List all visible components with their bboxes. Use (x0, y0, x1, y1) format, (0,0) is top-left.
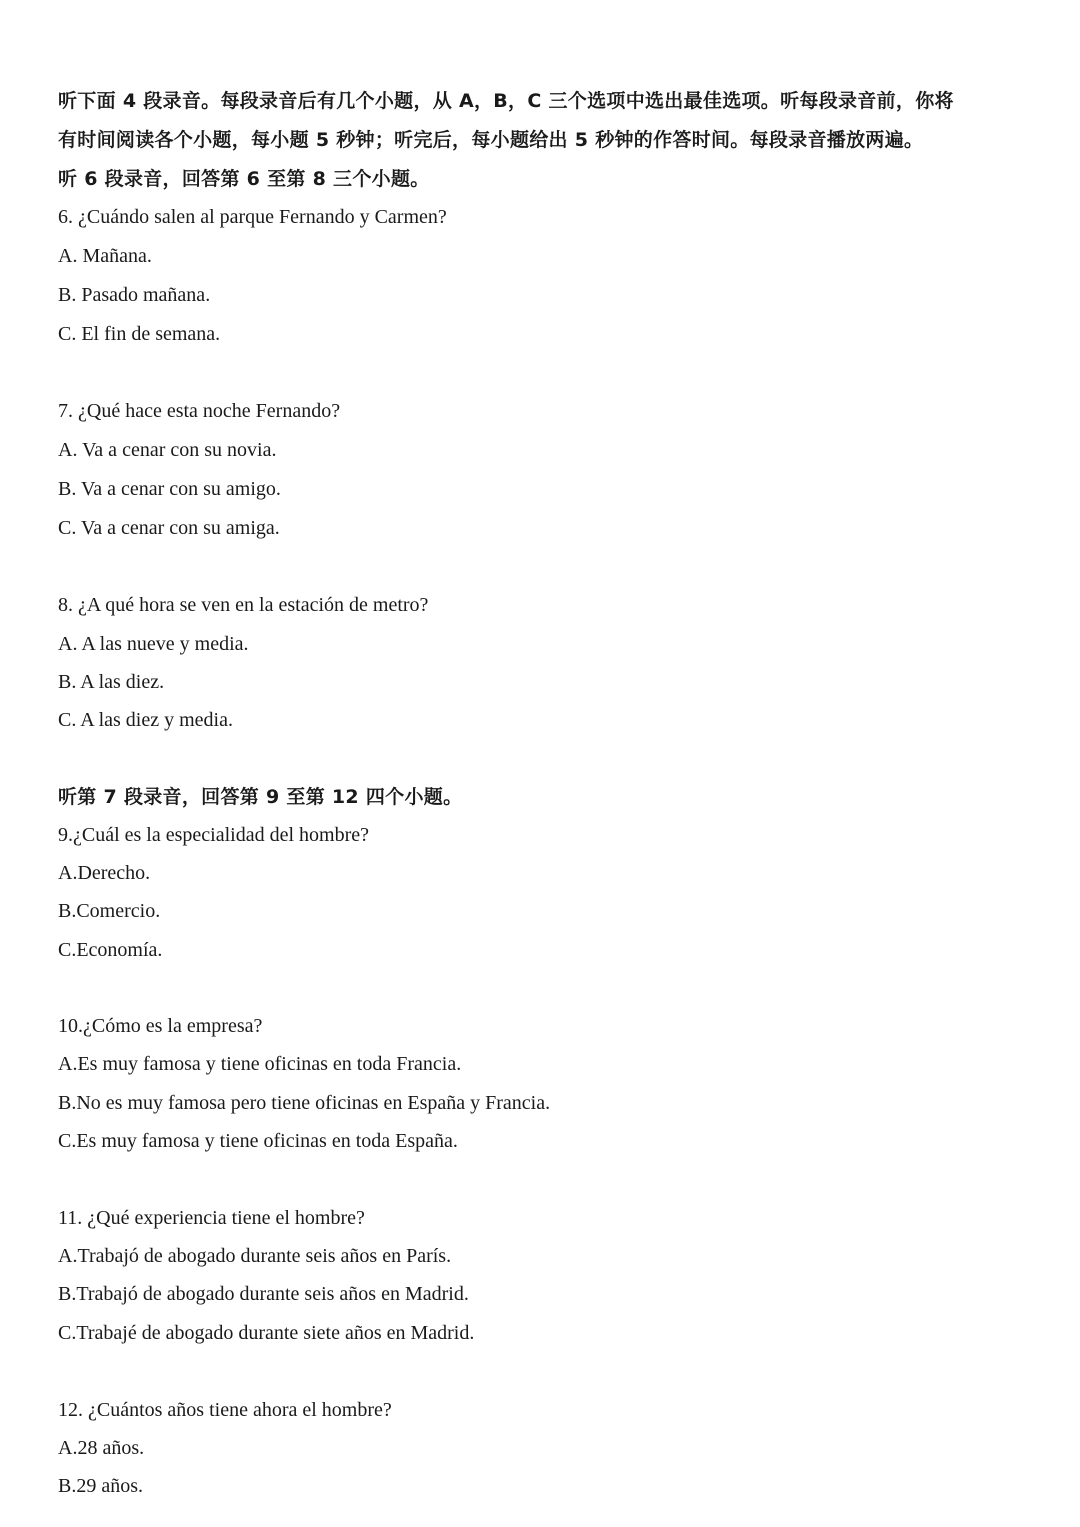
instructions-line-2: 有时间阅读各个小题，每小题 5 秒钟；听完后，每小题给出 5 秒钟的作答时间。每段录音播放两遍。 (58, 129, 924, 151)
question-12-option-a: A.28 años. (58, 1437, 145, 1459)
question-7-option-c: C. Va a cenar con su amiga. (58, 517, 280, 539)
question-11-option-b: B.Trabajó de abogado durante seis años en Madrid. (58, 1283, 469, 1305)
question-10: 10.¿Cómo es la empresa? (58, 1015, 263, 1037)
question-9-option-c: C.Economía. (58, 939, 163, 961)
question-9: 9.¿Cuál es la especialidad del hombre? (58, 824, 369, 846)
question-9-option-b: B.Comercio. (58, 900, 161, 922)
question-7-option-b: B. Va a cenar con su amigo. (58, 478, 281, 500)
question-10-option-a: A.Es muy famosa y tiene oficinas en toda Francia. (58, 1053, 462, 1075)
question-11: 11. ¿Qué experiencia tiene el hombre? (58, 1207, 365, 1229)
question-12-option-b: B.29 años. (58, 1475, 143, 1497)
question-6-option-c: C. El fin de semana. (58, 323, 221, 345)
question-11-option-a: A.Trabajó de abogado durante seis años en París. (58, 1245, 452, 1267)
question-11-option-c: C.Trabajé de abogado durante siete años en Madrid. (58, 1322, 475, 1344)
question-6-option-a: A. Mañana. (58, 245, 152, 267)
question-7: 7. ¿Qué hace esta noche Fernando? (58, 400, 341, 422)
question-6: 6. ¿Cuándo salen al parque Fernando y Carmen? (58, 206, 447, 228)
question-8: 8. ¿A qué hora se ven en la estación de metro? (58, 594, 429, 616)
question-6-option-b: B. Pasado mañana. (58, 284, 211, 306)
section-heading: 听 6 段录音，回答第 6 至第 8 三个小题。 (58, 168, 430, 190)
question-12: 12. ¿Cuántos años tiene ahora el hombre? (58, 1399, 392, 1421)
question-8-option-a: A. A las nueve y media. (58, 633, 249, 655)
question-8-option-c: C. A las diez y media. (58, 709, 233, 731)
instructions-line-1: 听下面 4 段录音。每段录音后有几个小题，从 A，B，C 三个选项中选出最佳选项。听每段录音前，你将 (58, 90, 954, 112)
question-7-option-a: A. Va a cenar con su novia. (58, 439, 277, 461)
section-heading: 听第 7 段录音，回答第 9 至第 12 四个小题。 (58, 786, 463, 808)
question-9-option-a: A.Derecho. (58, 862, 151, 884)
question-10-option-c: C.Es muy famosa y tiene oficinas en toda España. (58, 1130, 458, 1152)
question-8-option-b: B. A las diez. (58, 671, 165, 693)
question-10-option-b: B.No es muy famosa pero tiene oficinas en España y Francia. (58, 1092, 551, 1114)
